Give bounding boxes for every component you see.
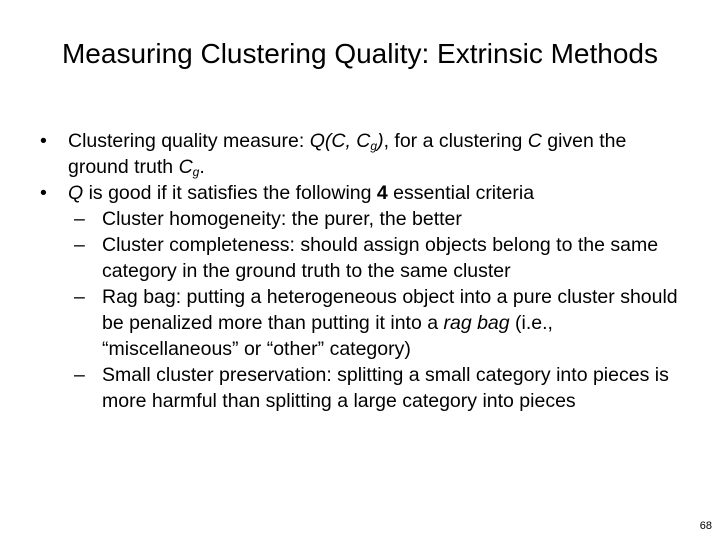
slide-body	[40, 128, 680, 414]
slide-title: Measuring Clustering Quality: Extrinsic Methods	[61, 38, 658, 69]
quality-formula-subscript: g	[370, 139, 378, 153]
dash-marker: –	[74, 364, 85, 386]
bullet-marker: •	[40, 182, 47, 204]
clustering-variable: C	[527, 130, 542, 152]
ground-truth-variable	[179, 156, 200, 178]
criteria-count: 4	[376, 182, 388, 204]
bullet-criteria-intro	[40, 180, 680, 206]
bullet-text-end: essential criteria	[387, 182, 535, 204]
bullet-marker: •	[40, 130, 47, 152]
criterion-text: Cluster homogeneity: the purer, the better	[102, 208, 462, 230]
bullet-text: Clustering quality measure:	[68, 130, 310, 152]
criterion-text: Small cluster preservation: splitting a small category into pieces is more harmful than splitting a large category into pieces	[102, 364, 669, 412]
criterion-completeness	[40, 232, 680, 284]
bullet-quality-measure	[40, 128, 680, 180]
ground-truth-main: C	[178, 156, 193, 178]
criterion-text: Rag bag: putting a heterogeneous object into a pure cluster should be penalized more than putting it into a	[102, 286, 678, 334]
page-number: 68	[699, 520, 712, 532]
bullet-text-end: .	[199, 156, 205, 178]
criterion-rag-bag	[40, 284, 680, 362]
dash-marker: –	[74, 208, 85, 230]
bullet-text-continued: , for a clustering	[383, 130, 528, 152]
ground-truth-subscript: g	[192, 165, 200, 179]
dash-marker: –	[74, 286, 85, 308]
quality-formula	[310, 130, 384, 152]
quality-variable: Q	[68, 182, 84, 204]
quality-formula-end: )	[377, 130, 384, 152]
quality-formula-main: Q(C, C	[309, 130, 371, 152]
bullet-text: is good if it satisfies the following	[83, 182, 377, 204]
dash-marker: –	[74, 234, 85, 256]
criterion-text-end: (i.e., “miscellaneous” or “other” category)	[102, 312, 553, 360]
criterion-homogeneity	[40, 206, 680, 232]
bullet-text-continued: given the ground truth	[68, 130, 627, 178]
rag-bag-term: rag bag	[443, 312, 510, 334]
criterion-small-cluster-preservation	[40, 362, 680, 414]
criterion-text: Cluster completeness: should assign objects belong to the same category in the ground truth to the same cluster	[102, 234, 659, 282]
